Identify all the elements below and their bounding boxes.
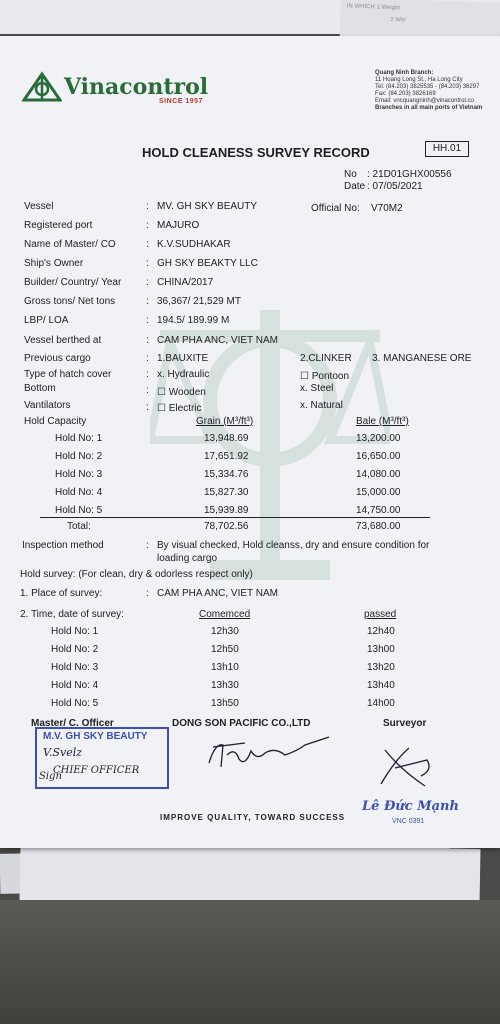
surveyor-label: Surveyor <box>383 718 427 729</box>
colon: : <box>146 296 149 307</box>
surveyor-name: Lê Đức Mạnh <box>362 799 459 814</box>
colon: : <box>146 258 149 269</box>
natural-option: x. Natural <box>300 400 343 411</box>
colon: : <box>146 353 149 364</box>
document-title: HOLD CLEANESS SURVEY RECORD <box>142 145 370 160</box>
bale-value: 15,000.00 <box>356 487 401 498</box>
capacity-hold: Hold No: 2 <box>55 451 103 462</box>
company-name: DONG SON PACIFIC CO.,LTD <box>172 718 311 729</box>
colon: : <box>146 239 149 250</box>
colon: : <box>146 588 149 599</box>
hold-survey-note: Hold survey: (For clean, dry & odorless respect only) <box>20 569 253 580</box>
colon: : <box>146 385 149 396</box>
vinacontrol-logo-icon <box>22 70 62 102</box>
commenced-time: 12h30 <box>211 626 239 637</box>
branch-network: Branches in all main ports of Vietnam <box>375 105 483 111</box>
time-of-survey-label: 2. Time, date of survey: <box>20 609 124 620</box>
ventilators-label: Vantilators <box>24 400 71 411</box>
capacity-hold: Hold No: 5 <box>55 505 103 516</box>
bottom-label: Bottom <box>24 383 56 394</box>
stamp-chief-officer: CHIEF OFFICER <box>53 765 140 776</box>
branch-fax: Fax: (84.203) 3826169 <box>375 91 436 97</box>
official-no-value: V70M2 <box>371 203 403 214</box>
logo-text: Vinacontrol <box>64 74 209 100</box>
registered-port-value: MAJURO <box>157 220 200 231</box>
inspection-line-1: By visual checked, Hold cleanss, dry and ensure condition for <box>157 540 430 551</box>
record-no-label: No <box>344 169 357 180</box>
tonnage-value: 36,367/ 21,529 MT <box>157 296 241 307</box>
survey-hold: Hold No: 3 <box>51 662 99 673</box>
hold-capacity-label: Hold Capacity <box>24 416 87 427</box>
record-date-label: Date <box>344 181 366 192</box>
branch-info <box>375 70 482 112</box>
branch-address: 11 Hoang Long St., Ha Long City <box>375 77 463 83</box>
company-motto: IMPROVE QUALITY, TOWARD SUCCESS <box>160 813 346 822</box>
steel-option: x. Steel <box>300 383 334 394</box>
colon: : <box>146 220 149 231</box>
grain-value: 15,939.89 <box>204 505 249 516</box>
bale-value: 14,750.00 <box>356 505 401 516</box>
branch-tel: Tel: (84.203) 3825535 - (84.203) 36297 <box>375 84 480 90</box>
vessel-stamp <box>35 727 169 789</box>
electric-checkbox: ☐ Electric <box>157 403 202 414</box>
survey-hold: Hold No: 2 <box>51 644 99 655</box>
colon: : <box>146 369 149 380</box>
colon: : <box>146 335 149 346</box>
grain-value: 17,651.92 <box>204 451 249 462</box>
total-bale: 73,680.00 <box>356 521 401 532</box>
builder-value: CHINA/2017 <box>157 277 214 288</box>
bale-value: 14,080.00 <box>356 469 401 480</box>
cargo-item: 1.BAUXITE <box>157 353 209 364</box>
capacity-hold: Hold No: 1 <box>55 433 103 444</box>
colon: : <box>146 201 149 212</box>
inspection-method-label: Inspection method <box>22 540 104 551</box>
survey-hold: Hold No: 1 <box>51 626 99 637</box>
commenced-header: Comemced <box>199 609 251 620</box>
passed-time: 13h00 <box>367 644 395 655</box>
detail-label: Gross tons/ Net tons <box>24 296 116 307</box>
inspection-line-2: loading cargo <box>157 553 218 564</box>
record-date-value: : 07/05/2021 <box>367 181 423 192</box>
commenced-time: 13h10 <box>211 662 239 673</box>
berth-value: CAM PHA ANC, VIET NAM <box>157 335 278 346</box>
detail-label: LBP/ LOA <box>24 315 69 326</box>
branch-name: Quang Ninh Branch: <box>375 70 434 76</box>
survey-hold: Hold No: 5 <box>51 698 99 709</box>
stamp-title: M.V. GH SKY BEAUTY <box>43 731 148 742</box>
vessel-value: MV. GH SKY BEAUTY <box>157 201 258 212</box>
company-signature <box>205 733 335 773</box>
bale-value: 13,200.00 <box>356 433 401 444</box>
colon: : <box>146 540 149 551</box>
total-label: Total: <box>67 521 91 532</box>
ship-owner-value: GH SKY BEAKTY LLC <box>157 258 258 269</box>
branch-email: Email: vncquangninh@vinacontrol.co <box>375 98 474 104</box>
passed-time: 12h40 <box>367 626 395 637</box>
survey-hold: Hold No: 4 <box>51 680 99 691</box>
form-code: HH.01 <box>425 141 469 157</box>
commenced-time: 13h30 <box>211 680 239 691</box>
official-no-label: Official No: <box>311 203 360 214</box>
cargo-item: 2.CLINKER <box>300 353 352 364</box>
wooden-option: Wooden <box>168 387 206 398</box>
detail-label: Vessel berthed at <box>24 335 102 346</box>
colon: : <box>146 277 149 288</box>
capacity-hold: Hold No: 4 <box>55 487 103 498</box>
detail-label: Vessel <box>24 201 54 212</box>
detail-label: Name of Master/ CO <box>24 239 116 250</box>
grain-value: 15,827.30 <box>204 487 249 498</box>
place-of-survey-label: 1. Place of survey: <box>20 588 103 599</box>
desk-surface <box>0 900 500 1024</box>
detail-label: Builder/ Country/ Year <box>24 277 122 288</box>
background-text: 2 Wei <box>390 16 406 24</box>
colon: : <box>146 402 149 413</box>
pontoon-option: Pontoon <box>311 371 350 382</box>
electric-option: Electric <box>168 403 202 414</box>
grain-header: Grain (M³/ft³) <box>196 416 254 427</box>
surveyor-code: VNC 0391 <box>392 818 425 825</box>
hatch-cover-label: Type of hatch cover <box>24 369 112 380</box>
hydraulic-option: x. Hydraulic <box>157 369 210 380</box>
passed-time: 14h00 <box>367 698 395 709</box>
stamp-handwriting: Sign <box>39 771 62 782</box>
capacity-hold: Hold No: 3 <box>55 469 103 480</box>
detail-label: Registered port <box>24 220 93 231</box>
bale-header: Bale (M³/ft³) <box>356 416 409 427</box>
bale-value: 16,650.00 <box>356 451 401 462</box>
place-of-survey-value: CAM PHA ANC, VIET NAM <box>157 588 278 599</box>
commenced-time: 12h50 <box>211 644 239 655</box>
detail-label: Ship's Owner <box>24 258 84 269</box>
passed-time: 13h40 <box>367 680 395 691</box>
background-text: IN WHICH 1 Weight <box>346 3 401 12</box>
grain-value: 13,948.69 <box>204 433 249 444</box>
colon: : <box>146 315 149 326</box>
master-officer-label: Master/ C. Officer <box>31 718 114 729</box>
grain-value: 15,334.76 <box>204 469 249 480</box>
previous-cargo-label: Previous cargo <box>24 353 91 364</box>
pontoon-checkbox: ☐ Pontoon <box>300 371 350 382</box>
cargo-item: 3. MANGANESE ORE <box>372 353 472 364</box>
commenced-time: 13h50 <box>211 698 239 709</box>
total-divider <box>40 517 430 518</box>
surveyor-signature <box>375 740 435 790</box>
stamp-handwriting: V.Svelz <box>43 746 83 759</box>
lbp-loa-value: 194.5/ 189.99 M <box>157 315 230 326</box>
logo-since: SINCE 1957 <box>159 98 203 105</box>
passed-time: 13h20 <box>367 662 395 673</box>
passed-header: passed <box>364 609 397 620</box>
record-no-value: : 21D01GHX00556 <box>367 169 452 180</box>
total-grain: 78,702.56 <box>204 521 249 532</box>
background-sheet-lower <box>20 841 481 909</box>
master-name-value: K.V.SUDHAKAR <box>157 239 231 250</box>
wooden-checkbox: ☐ Wooden <box>157 387 206 398</box>
